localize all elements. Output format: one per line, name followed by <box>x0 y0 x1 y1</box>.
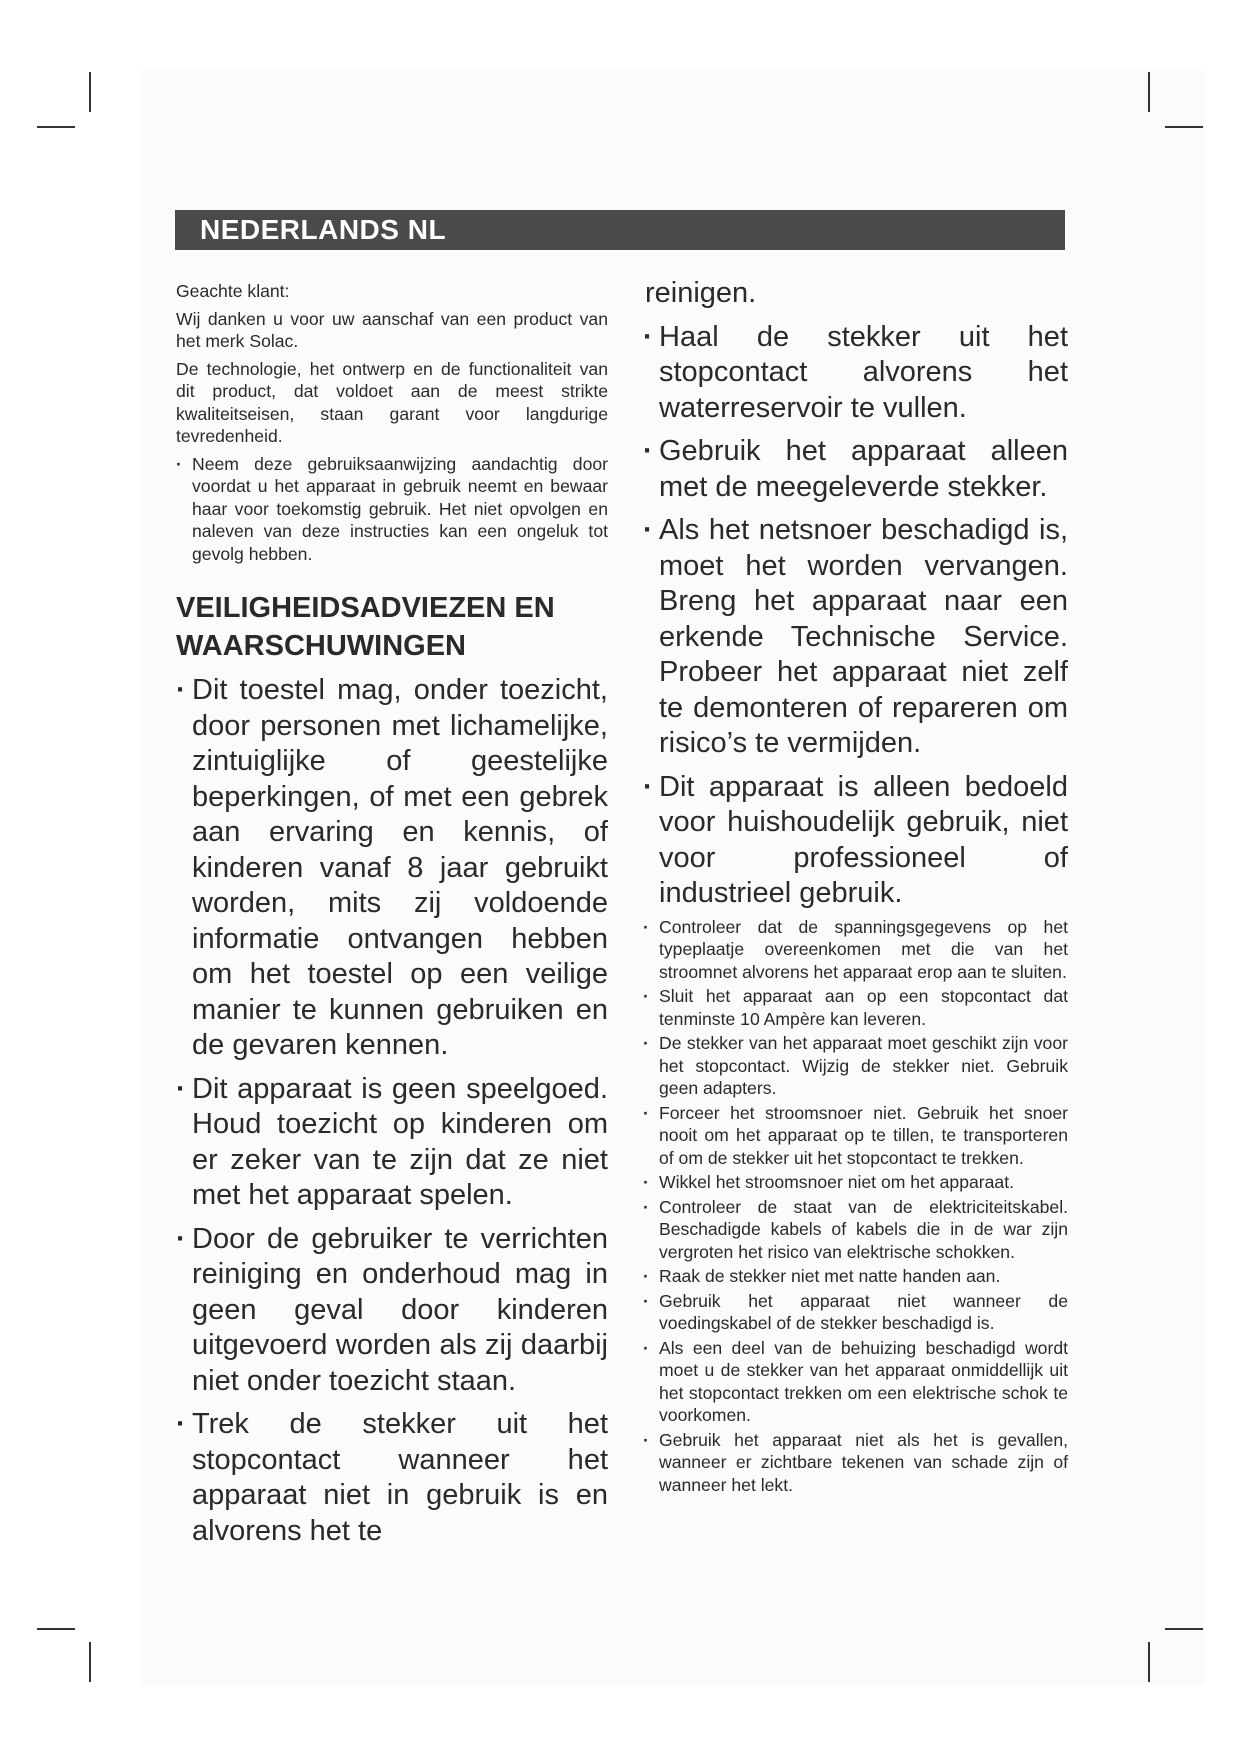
safety-list-left <box>176 673 608 1549</box>
safety-small-item: · Sluit het apparaat aan op een stopcontact dat tenminste 10 Ampère kan leveren. <box>643 985 1068 1030</box>
safety-small-item: · Gebruik het apparaat niet als het is gevallen, wanneer er zichtbare tekenen van schade zijn of wanneer het lekt. <box>643 1429 1068 1497</box>
crop-mark-top-left-vertical <box>89 72 91 112</box>
safety-item: · Dit apparaat is geen speelgoed. Houd toezicht op kinderen om er zeker van te zijn dat ze niet met het apparaat spelen. <box>176 1072 608 1214</box>
safety-item: · Trek de stekker uit het stopcontact wanneer het apparaat niet in gebruik is en alvorens het te <box>176 1407 608 1549</box>
safety-item: · Gebruik het apparaat alleen met de meegeleverde stekker. <box>643 434 1068 505</box>
safety-item: · Door de gebruiker te verrichten reiniging en onderhoud mag in geen geval door kinderen uitgevoerd worden als zij daarbij niet onder toezicht staan. <box>176 1222 608 1400</box>
crop-mark-top-right-vertical <box>1148 72 1150 112</box>
safety-heading: VEILIGHEIDSADVIEZEN EN WAARSCHUWINGEN <box>176 592 555 662</box>
intro-notice-list <box>176 453 608 566</box>
safety-small-item: · Raak de stekker niet met natte handen aan. <box>643 1265 1068 1288</box>
intro-thanks: Wij danken u voor uw aanschaf van een product van het merk Solac. <box>176 308 608 351</box>
crop-mark-top-right-horizontal <box>1165 126 1203 128</box>
right-column <box>643 276 1068 1501</box>
safety-small-item: · De stekker van het apparaat moet geschikt zijn voor het stopcontact. Wijzig de stekker niet. Gebruik geen adapters. <box>643 1032 1068 1100</box>
safety-item: · Haal de stekker uit het stopcontact alvorens het waterreservoir te vullen. <box>643 320 1068 427</box>
safety-item-continuation: reinigen. <box>645 277 757 309</box>
safety-list-right-large <box>643 320 1068 912</box>
safety-small-item: · Wikkel het stroomsnoer niet om het apparaat. <box>643 1171 1068 1194</box>
language-header-bar: NEDERLANDS NL <box>175 210 1065 250</box>
intro-read-notice: · Neem deze gebruiksaanwijzing aandachtig door voordat u het apparaat in gebruik neemt en bewaar haar voor toekomstig gebruik. Het niet opvolgen en naleven van deze instructies kan een ongeluk tot gevolg hebben. <box>176 453 608 566</box>
intro-greeting: Geachte klant: <box>176 281 290 301</box>
crop-mark-bottom-left-vertical <box>89 1642 91 1682</box>
safety-item: · Dit toestel mag, onder toezicht, door personen met lichamelijke, zintuiglijke of geestelijke beperkingen, of met een gebrek aan ervaring en kennis, of kinderen vanaf 8 jaar gebruikt worden, mits zij voldoende informatie ontvangen hebben om het toestel op een veilige manier te kunnen gebruiken en de gevaren kennen. <box>176 673 608 1064</box>
crop-mark-bottom-right-horizontal <box>1165 1628 1203 1630</box>
intro-technology: De technologie, het ontwerp en de functionaliteit van dit product, dat voldoet aan de meest strikte kwaliteitseisen, staan garant voor langdurige tevredenheid. <box>176 358 608 446</box>
crop-mark-bottom-right-vertical <box>1148 1642 1150 1682</box>
crop-mark-top-left-horizontal <box>37 126 75 128</box>
safety-small-item: · Controleer de staat van de elektriciteitskabel. Beschadigde kabels of kabels die in de war zijn vergroten het risico van elektrische schokken. <box>643 1196 1068 1264</box>
safety-small-item: · Controleer dat de spanningsgegevens op het typeplaatje overeenkomen met die van het stroomnet alvorens het apparaat erop aan te sluiten. <box>643 916 1068 984</box>
safety-small-item: · Gebruik het apparaat niet wanneer de voedingskabel of de stekker beschadigd is. <box>643 1290 1068 1335</box>
safety-item: · Dit apparaat is alleen bedoeld voor huishoudelijk gebruik, niet voor professioneel of industrieel gebruik. <box>643 770 1068 912</box>
safety-list-right-small <box>643 916 1068 1497</box>
safety-small-item: · Forceer het stroomsnoer niet. Gebruik het snoer nooit om het apparaat op te tillen, te transporteren of om de stekker uit het stopcontact te trekken. <box>643 1102 1068 1170</box>
left-column <box>176 280 608 1557</box>
safety-small-item: · Als een deel van de behuizing beschadigd wordt moet u de stekker van het apparaat onmiddellijk uit het stopcontact trekken om een elektrische schok te voorkomen. <box>643 1337 1068 1427</box>
crop-mark-bottom-left-horizontal <box>37 1628 75 1630</box>
safety-item: · Als het netsnoer beschadigd is, moet het worden vervangen. Breng het apparaat naar een erkende Technische Service. Probeer het apparaat niet zelf te demonteren of repareren om risico’s te vermijden. <box>643 513 1068 762</box>
